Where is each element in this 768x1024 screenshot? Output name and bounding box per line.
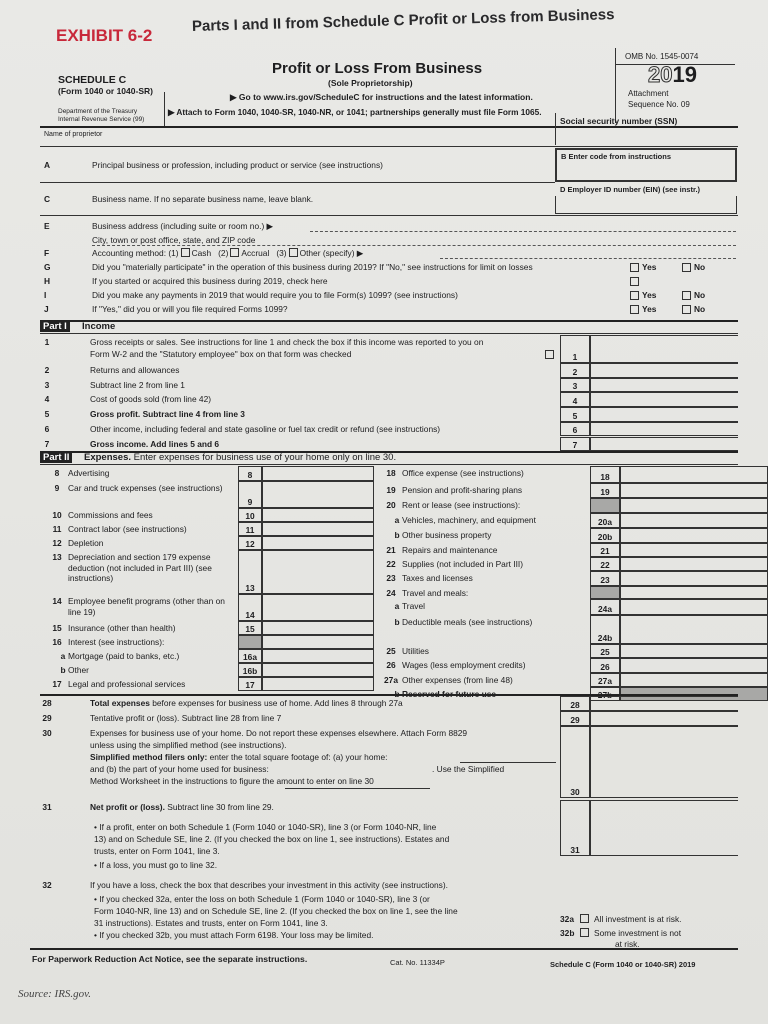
yes-checkbox-g[interactable] [630, 263, 639, 272]
line-number: 11 [52, 524, 62, 534]
expense-label: Mortgage (paid to banks, etc.) [68, 651, 180, 661]
amount-field-27a[interactable] [620, 673, 768, 687]
line-box-number: 20b [590, 528, 620, 543]
option-num: (2) [218, 248, 229, 258]
line-number: 15 [52, 623, 62, 633]
expense-label: Commissions and fees [68, 510, 153, 520]
expense-label: Office expense (see instructions) [402, 468, 524, 478]
line-text [90, 698, 403, 708]
line-number: 13 [52, 552, 62, 562]
amount-field-26[interactable] [620, 658, 768, 673]
ein-label: D Employer ID number (EIN) (see instr.) [560, 185, 701, 194]
line-text [90, 802, 274, 812]
line-label: Gross income. Add lines 5 and 6 [90, 438, 220, 449]
amount-field-12[interactable] [262, 536, 374, 550]
line-text: • If a profit, enter on both Schedule 1 (Form 1040 or 1040-SR), line 3 (or Form 1040-NR, line [94, 822, 437, 832]
line-letter: E [44, 221, 50, 231]
line-letter: C [44, 194, 51, 204]
line-number: 29 [42, 713, 52, 723]
amount-field-24b[interactable] [620, 615, 768, 644]
line-box-number: 9 [238, 481, 262, 508]
amount-field-6[interactable] [590, 422, 738, 437]
form-footer: Schedule C (Form 1040 or 1040-SR) 2019 [550, 960, 696, 969]
line-number: 32 [42, 880, 52, 890]
divider [40, 146, 738, 147]
amount-field-b30[interactable] [590, 726, 738, 798]
accounting-method [92, 248, 363, 258]
line-number: 25 [386, 646, 396, 656]
line-number: 8 [54, 468, 60, 478]
expense-label: Taxes and licenses [402, 573, 473, 583]
other-label: Other (specify) ▶ [299, 248, 364, 258]
line-text: • If you checked 32a, enter the loss on both Schedule 1 (Form 1040 or 1040-SR), line 3 (or [94, 894, 430, 904]
attachment: Attachment [628, 89, 669, 98]
home-sqft-field[interactable] [460, 762, 556, 763]
principal-business-label: Principal business or profession, including product or service (see instructions) [92, 160, 383, 170]
net-profit-text: Subtract line 30 from line 29. [164, 802, 274, 812]
business-sqft-field[interactable] [285, 788, 430, 789]
part2-title-rest: Enter expenses for business use of your home only on line 30. [131, 452, 397, 463]
line-number: a [394, 515, 400, 525]
expense-label: Wages (less employment credits) [402, 660, 526, 670]
amount-field-20a[interactable] [620, 513, 768, 528]
part2-tag: Part II [40, 452, 72, 463]
line-letter: I [44, 290, 47, 300]
line-text: Form 1040-NR, line 13) and on Schedule SE, line 2. (If you checked the box on line 1, see the line [94, 906, 458, 916]
expense-label: Deductible meals (see instructions) [402, 617, 533, 627]
amount-field-19[interactable] [620, 483, 768, 498]
line-number: b [394, 617, 400, 627]
line-text [90, 752, 387, 762]
amount-field-25[interactable] [620, 644, 768, 658]
line-number: 26 [386, 660, 396, 670]
line-box-number: 21 [590, 543, 620, 557]
other-field[interactable] [440, 258, 736, 259]
expense-label: Interest (see instructions): [68, 637, 165, 647]
expense-label: Other [68, 665, 89, 675]
line-number: 2 [44, 365, 50, 375]
amount-field-9[interactable] [262, 481, 374, 508]
line-number: 3 [44, 379, 50, 390]
not-at-risk-text-2: at risk. [615, 939, 640, 949]
line-text: Method Worksheet in the instructions to figure the amount to enter on line 30 [90, 776, 374, 786]
schedule-c-form [32, 48, 738, 978]
line-box-number: 27b [590, 687, 620, 701]
expense-label: Reserved for future use [402, 689, 497, 699]
expense-label: Supplies (not included in Part III) [402, 559, 524, 569]
line-number: a [60, 651, 66, 661]
line-box-number: 3 [560, 378, 590, 393]
expense-label: Advertising [68, 468, 110, 478]
part1-title: Income [82, 321, 116, 332]
line-box-number: 1 [560, 335, 590, 363]
line-text: • If you checked 32b, you must attach Form 6198. Your loss may be limited. [94, 930, 374, 940]
line-number: 31 [42, 802, 52, 812]
line-box-number: 5 [560, 407, 590, 422]
expense-label: Depletion [68, 538, 104, 548]
form-title: Profit or Loss From Business [272, 60, 483, 77]
amount-field-8[interactable] [262, 466, 374, 481]
amount-field-18[interactable] [620, 466, 768, 483]
line-box-number: 16b [238, 663, 262, 677]
line-box-number [238, 635, 262, 649]
divider [40, 182, 555, 183]
line-number: 20 [386, 500, 396, 510]
year-bold: 19 [672, 62, 697, 87]
expense-label: Legal and professional services [68, 679, 186, 689]
line-box-number: 24b [590, 615, 620, 644]
cash-label: Cash [191, 248, 212, 258]
statutory-employee-checkbox[interactable] [545, 350, 554, 359]
divider [30, 948, 738, 950]
other-checkbox[interactable] [289, 248, 298, 257]
amount-field-b28[interactable] [590, 696, 738, 711]
business-code-field[interactable] [555, 148, 737, 182]
line-box-number: 19 [590, 483, 620, 498]
checkbox-label-32b: 32b [560, 928, 575, 938]
line-letter: H [44, 276, 51, 286]
line-box-number: 18 [590, 466, 620, 483]
question-j: If "Yes," did you or will you file required Forms 1099? [92, 304, 288, 314]
amount-field-16a[interactable] [262, 649, 374, 663]
divider [40, 464, 738, 465]
line-number: 14 [52, 596, 62, 606]
line-box-number: 27a [590, 673, 620, 687]
line-box-number: 22 [590, 557, 620, 571]
line-number: 9 [54, 483, 60, 493]
amount-field-22[interactable] [620, 557, 768, 571]
goto-instructions: ▶ Go to www.irs.gov/ScheduleC for instructions and the latest information. [230, 92, 533, 102]
line-box-number: 12 [238, 536, 262, 550]
expense-label: Rent or lease (see instructions): [402, 500, 521, 510]
some-not-at-risk-checkbox[interactable] [580, 928, 589, 937]
question-h: If you started or acquired this business during 2019, check here [92, 276, 328, 286]
accrual-checkbox[interactable] [230, 248, 239, 257]
line-box-number: 20a [590, 513, 620, 528]
amount-field-23[interactable] [620, 571, 768, 586]
divider [40, 333, 738, 334]
line-box-number [590, 498, 620, 513]
line-number: b [394, 689, 400, 699]
line-box-number: 25 [590, 644, 620, 658]
source-note: Source: IRS.gov. [18, 988, 91, 1000]
divider [164, 92, 165, 126]
line-label: Gross receipts or sales. See instructions for line 1 and check the box if this income was reported to you on [90, 337, 484, 347]
line-number: 12 [52, 538, 62, 548]
yes-label: Yes [642, 304, 657, 314]
line-box-number: 13 [238, 550, 262, 594]
form-ref: (Form 1040 or 1040-SR) [58, 86, 153, 96]
amount-field-20b[interactable] [620, 528, 768, 543]
line-text: • If a loss, you must go to line 32. [94, 860, 218, 870]
part1-tag: Part I [40, 321, 70, 332]
amount-field-16b[interactable] [262, 663, 374, 677]
amount-field-3[interactable] [590, 378, 738, 393]
line-text: 13) and on Schedule SE, line 2. (If you checked the box on line 1, see instructions). Estates and [94, 834, 450, 844]
year-outline: 20 [648, 62, 673, 87]
not-at-risk-text: Some investment is not [594, 928, 682, 938]
cash-checkbox[interactable] [181, 248, 190, 257]
line-box-number: 26 [590, 658, 620, 673]
line-number: 7 [44, 438, 50, 449]
address-field[interactable] [310, 231, 736, 232]
ssn-label: Social security number (SSN) [560, 116, 678, 126]
line-text: unless using the simplified method (see instructions). [90, 740, 287, 750]
line-number: 10 [52, 510, 62, 520]
line-letter: J [44, 304, 49, 314]
no-label: No [694, 304, 706, 314]
address-label: Business address (including suite or room no.) ▶ [92, 221, 274, 231]
expense-label: Insurance (other than health) [68, 623, 176, 633]
name-label: Name of proprietor [44, 131, 103, 138]
line-number: 4 [44, 394, 50, 405]
divider [40, 215, 738, 216]
expense-label: Car and truck expenses (see instructions) [68, 483, 223, 493]
no-checkbox-g[interactable] [682, 263, 691, 272]
amount-field-20 [620, 498, 768, 513]
line-number: 16 [52, 637, 62, 647]
at-risk-text: All investment is at risk. [594, 914, 682, 924]
question-i: Did you make any payments in 2019 that would require you to file Form(s) 1099? (see instructions) [92, 290, 458, 300]
line-number: 5 [44, 409, 50, 420]
expense-label: Other business property [402, 530, 492, 540]
yes-label: Yes [642, 290, 657, 300]
amount-field-b29[interactable] [590, 711, 738, 726]
form-subtitle: (Sole Proprietorship) [328, 78, 413, 88]
started-checkbox[interactable] [630, 277, 639, 286]
line-letter: G [44, 262, 51, 272]
line-number: 19 [386, 485, 396, 495]
no-label: No [694, 290, 706, 300]
line-number: b [394, 530, 400, 540]
line-number: 30 [42, 728, 52, 738]
line-box-number: 17 [238, 677, 262, 691]
amount-field-17[interactable] [262, 677, 374, 691]
line-box-number: 11 [238, 522, 262, 536]
accrual-label: Accrual [241, 248, 270, 258]
line-number: 17 [52, 679, 62, 689]
line-text: Tentative profit or (loss). Subtract line 28 from line 7 [90, 713, 282, 723]
line-box-number: 29 [560, 711, 590, 726]
exhibit-label: EXHIBIT 6-2 [56, 26, 153, 45]
line-text: Expenses for business use of your home. Do not report these expenses elsewhere. Attach Form 8829 [90, 728, 468, 738]
city-field[interactable] [92, 245, 736, 246]
yes-label: Yes [642, 262, 657, 272]
line-number: a [394, 601, 400, 611]
no-checkbox-i[interactable] [682, 291, 691, 300]
business-name-label: Business name. If no separate business name, leave blank. [92, 194, 314, 204]
expense-label: Depreciation and section 179 expense deduction (not included in Part III) (see instructions) [68, 552, 212, 583]
amount-field-1[interactable] [590, 335, 738, 363]
yes-checkbox-i[interactable] [630, 291, 639, 300]
expense-label: Utilities [402, 646, 429, 656]
line-number: 22 [386, 559, 396, 569]
expense-label: Vehicles, machinery, and equipment [402, 515, 536, 525]
line-number: 24 [386, 588, 396, 598]
line-label: Gross profit. Subtract line 4 from line 3 [90, 409, 245, 420]
amount-field-5[interactable] [590, 407, 738, 422]
divider [40, 126, 738, 128]
line-box-number: 16a [238, 649, 262, 663]
checkbox-label-32a: 32a [560, 914, 574, 924]
irs: Internal Revenue Service (99) [58, 116, 145, 123]
business-code-label: B Enter code from instructions [561, 152, 672, 161]
expense-label: Contract labor (see instructions) [68, 524, 187, 534]
expense-label: Travel [402, 601, 425, 611]
line-text: If you have a loss, check the box that describes your investment in this activity (see instructions). [90, 880, 448, 890]
line-text: and (b) the part of your home used for business: [90, 764, 269, 774]
yes-checkbox-j[interactable] [630, 305, 639, 314]
line-label: Other income, including federal and state gasoline or fuel tax credit or refund (see instructions) [90, 423, 441, 434]
paperwork-notice: For Paperwork Reduction Act Notice, see the separate instructions. [32, 954, 308, 964]
schedule-name: SCHEDULE C [58, 74, 127, 86]
line-number: 28 [42, 698, 52, 708]
question-g: Did you "materially participate" in the operation of this business during 2019? If "No," see instructions for limit on losses [92, 262, 533, 272]
line-letter: A [44, 160, 51, 170]
catalog-number: Cat. No. 11334P [390, 958, 445, 967]
expense-label: Pension and profit-sharing plans [402, 485, 523, 495]
omb-number: OMB No. 1545-0074 [625, 52, 699, 61]
line-box-number: 15 [238, 621, 262, 635]
simplified-text: enter the total square footage of: (a) your home: [207, 752, 388, 762]
line-box-number: 4 [560, 392, 590, 407]
line-number: b [60, 665, 66, 675]
sequence-number: Sequence No. 09 [628, 100, 690, 109]
line-text: . Use the Simplified [432, 764, 505, 774]
line-text: 31 instructions). Estates and trusts, enter on Form 1041, line 3. [94, 918, 328, 928]
amount-field-24a[interactable] [620, 599, 768, 615]
amount-field-11[interactable] [262, 522, 374, 536]
line-number: 23 [386, 573, 396, 583]
attach-instructions: ▶ Attach to Form 1040, 1040-SR, 1040-NR, or 1041; partnerships generally must file Form 1065. [168, 107, 542, 117]
line-box-number: 14 [238, 594, 262, 621]
amount-field-10[interactable] [262, 508, 374, 522]
part2-title [84, 452, 396, 463]
line-number: 1 [44, 337, 50, 347]
ein-field[interactable] [555, 196, 737, 214]
no-label: No [694, 262, 706, 272]
tax-year [648, 64, 697, 86]
line-number: 27a [384, 675, 398, 685]
divider [555, 113, 556, 145]
line-box-number: 2 [560, 363, 590, 378]
line-box-number: 30 [560, 726, 590, 798]
line-label: Subtract line 2 from line 1 [90, 379, 185, 390]
amount-field-2[interactable] [590, 363, 738, 378]
line-text: trusts, enter on Form 1041, line 3. [94, 846, 220, 856]
expense-label: Travel and meals: [402, 588, 469, 598]
line-box-number: 6 [560, 422, 590, 437]
total-expenses-bold: Total expenses [90, 698, 150, 708]
amount-field-21[interactable] [620, 543, 768, 557]
line-label: Returns and allowances [90, 365, 180, 375]
line-box-number: 7 [560, 437, 590, 452]
line-number: 18 [386, 468, 396, 478]
line-box-number: 28 [560, 696, 590, 711]
line-box-number [590, 586, 620, 599]
amount-field-15[interactable] [262, 621, 374, 635]
part2-title-bold: Expenses. [84, 452, 131, 463]
exhibit-title: Parts I and II from Schedule C Profit or Loss from Business [191, 6, 615, 35]
simplified-bold: Simplified method filers only: [90, 752, 208, 762]
line-box-number: 23 [590, 571, 620, 586]
no-checkbox-j[interactable] [682, 305, 691, 314]
city-label: City, town or post office, state, and ZIP code [92, 235, 256, 245]
dept: Department of the Treasury [58, 108, 138, 115]
line-letter: F [44, 248, 50, 258]
net-profit-bold: Net profit or (loss). [90, 802, 165, 812]
line-label: Form W-2 and the "Statutory employee" box on that form was checked [90, 349, 352, 359]
amount-field-b31[interactable] [590, 800, 738, 856]
amount-field-14[interactable] [262, 594, 374, 621]
amount-field-13[interactable] [262, 550, 374, 594]
amount-field-16 [262, 635, 374, 649]
line-number: 6 [44, 423, 50, 434]
all-at-risk-checkbox[interactable] [580, 914, 589, 923]
total-expenses-text: before expenses for business use of home. Add lines 8 through 27a [149, 698, 403, 708]
line-box-number: 10 [238, 508, 262, 522]
amount-field-24 [620, 586, 768, 599]
amount-field-4[interactable] [590, 392, 738, 407]
expense-label: Other expenses (from line 48) [402, 675, 513, 685]
divider [615, 48, 616, 123]
expense-label: Employee benefit programs (other than on line 19) [68, 596, 225, 617]
line-box-number: 8 [238, 466, 262, 481]
line-number: 21 [386, 545, 396, 555]
line-box-number: 31 [560, 800, 590, 856]
accounting-label: Accounting method: (1) [92, 248, 179, 258]
expense-label: Repairs and maintenance [402, 545, 498, 555]
line-label: Cost of goods sold (from line 42) [90, 394, 212, 405]
divider [40, 320, 738, 322]
line-box-number: 24a [590, 599, 620, 615]
amount-field-7[interactable] [590, 437, 738, 452]
option-num: (3) [276, 248, 287, 258]
